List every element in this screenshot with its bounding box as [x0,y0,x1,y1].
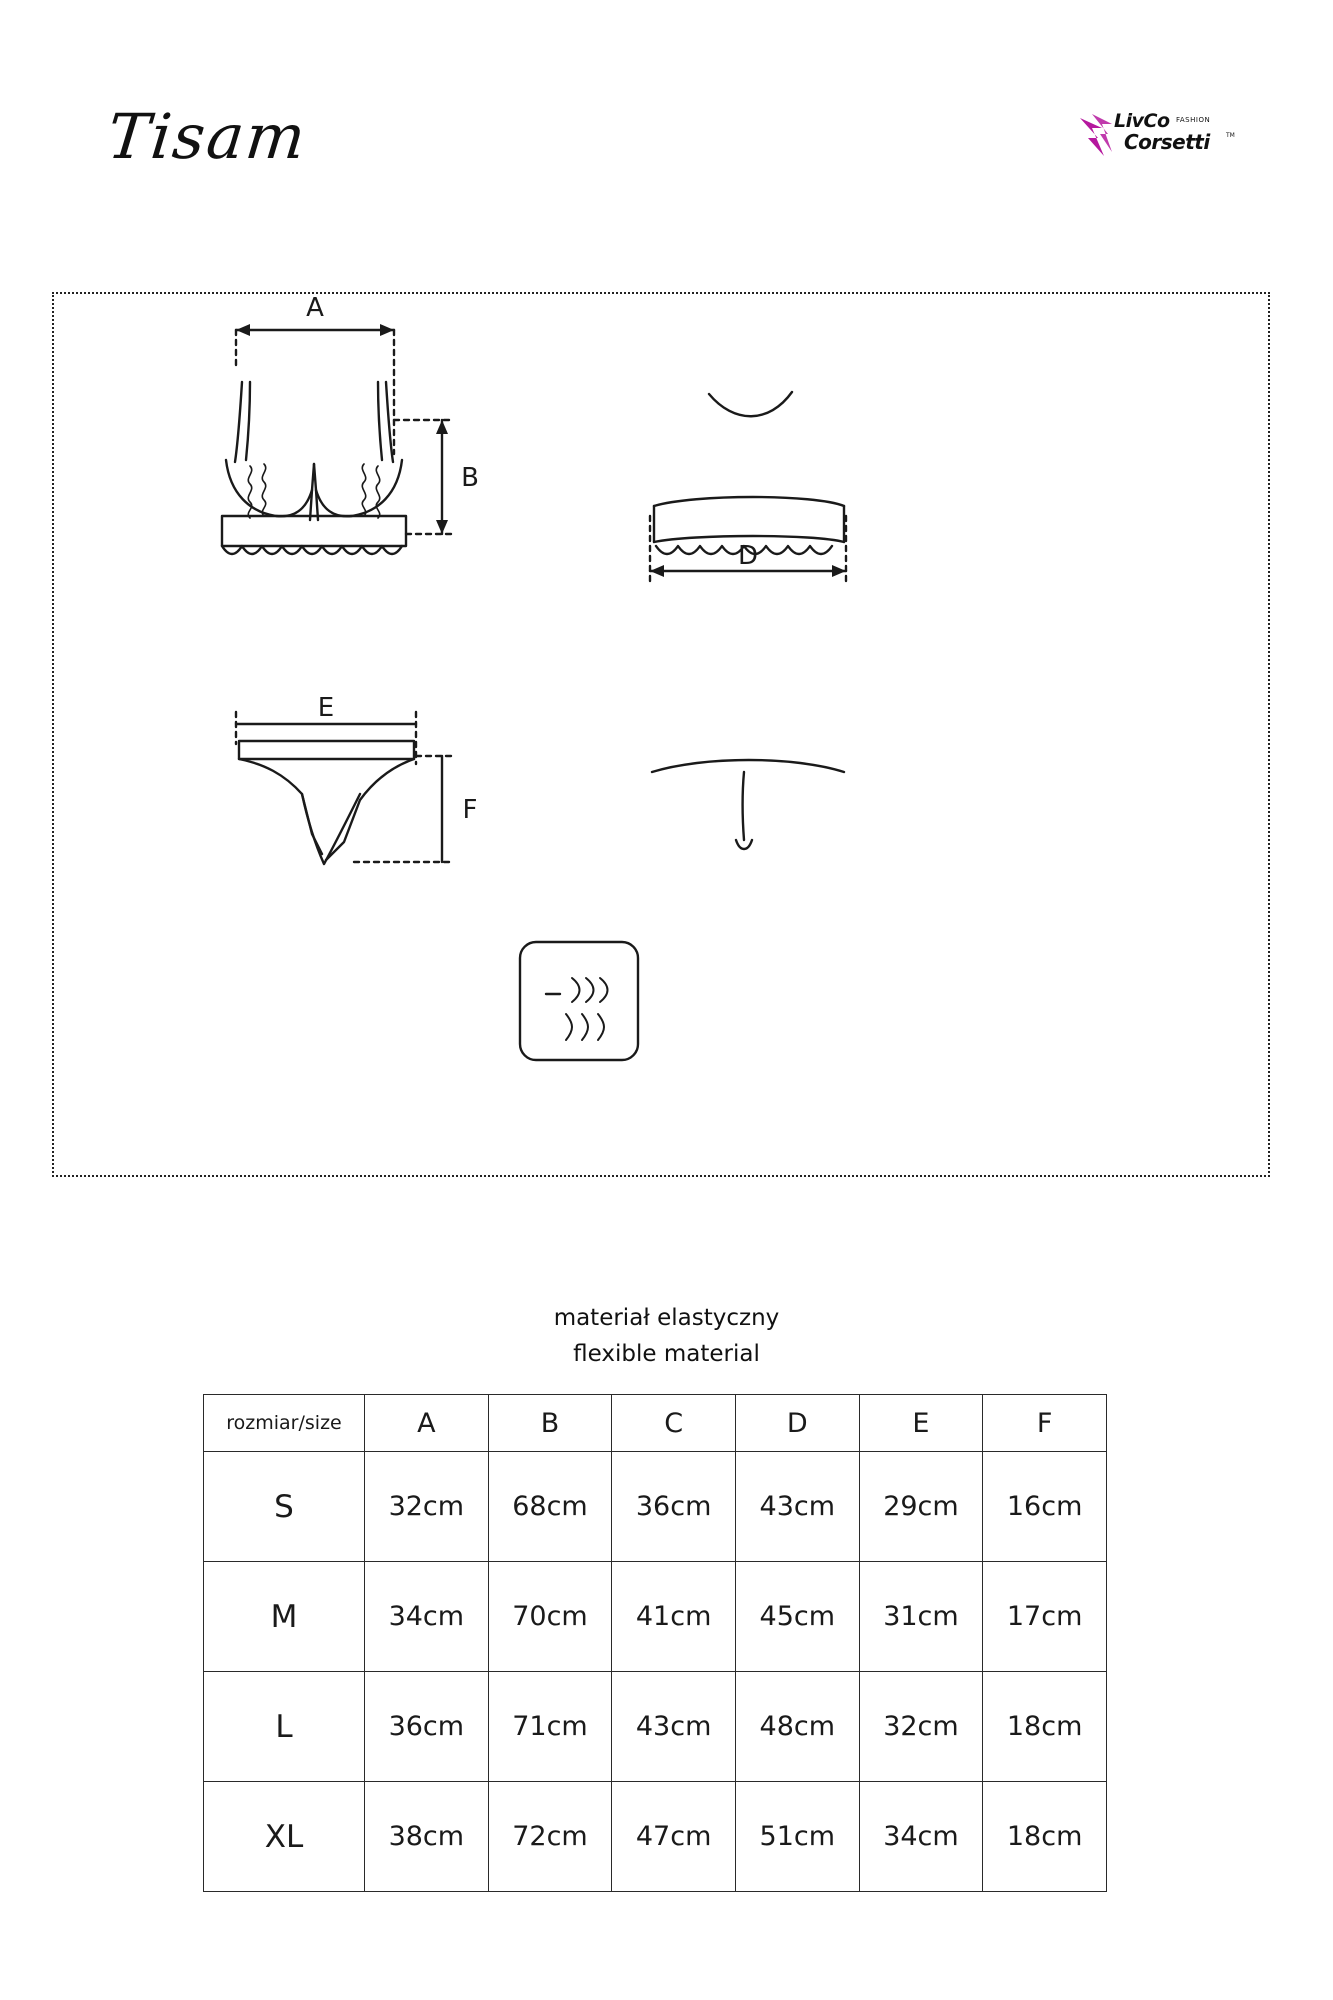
table-header-d: D [735,1395,859,1452]
garment-diagrams [54,294,1268,1175]
size-label: XL [204,1782,365,1892]
brand-trademark: TM [1226,132,1235,139]
caption-line-pl: materiał elastyczny [553,1305,780,1331]
cell-a: 36cm [365,1672,489,1782]
dimension-label-f: F [462,795,478,825]
cell-d: 45cm [735,1562,859,1672]
dimension-label-d: D [737,541,759,571]
cell-c: 41cm [612,1562,736,1672]
material-caption [0,1300,1333,1372]
diagram-panel [52,292,1270,1177]
dimension-label-a: A [306,294,324,323]
size-table [203,1394,1107,1892]
cell-b: 72cm [488,1782,612,1892]
cell-b: 71cm [488,1672,612,1782]
table-row [204,1562,1107,1672]
table-header-a: A [365,1395,489,1452]
cell-e: 29cm [859,1452,983,1562]
wing-icon [1078,112,1118,160]
table-header-f: F [983,1395,1107,1452]
cell-e: 32cm [859,1672,983,1782]
cell-f: 16cm [983,1452,1107,1562]
dimension-label-b: B [461,463,479,493]
brand-superscript: FASHION [1176,116,1211,124]
brand-logo [1078,108,1238,170]
table-header-c: C [612,1395,736,1452]
table-header-row [204,1395,1107,1452]
brand-name-corsetti: Corsetti [1124,130,1210,154]
table-row [204,1452,1107,1562]
cell-a: 32cm [365,1452,489,1562]
cell-b: 68cm [488,1452,612,1562]
size-label: S [204,1452,365,1562]
brand-name-livco: LivCo [1114,110,1170,132]
cell-e: 31cm [859,1562,983,1672]
cell-c: 47cm [612,1782,736,1892]
table-row [204,1672,1107,1782]
page-title: Tisam [104,100,311,173]
cell-f: 18cm [983,1782,1107,1892]
table-header-e: E [859,1395,983,1452]
table-header-b: B [488,1395,612,1452]
table-row [204,1782,1107,1892]
cell-d: 51cm [735,1782,859,1892]
cell-a: 34cm [365,1562,489,1672]
dimension-label-e: E [317,693,335,723]
cell-c: 43cm [612,1672,736,1782]
cell-d: 48cm [735,1672,859,1782]
cell-d: 43cm [735,1452,859,1562]
cell-b: 70cm [488,1562,612,1672]
cell-a: 38cm [365,1782,489,1892]
caption-line-en: flexible material [573,1341,760,1367]
size-label: L [204,1672,365,1782]
cell-e: 34cm [859,1782,983,1892]
cell-f: 17cm [983,1562,1107,1672]
size-label: M [204,1562,365,1672]
table-header-size: rozmiar/size [204,1395,365,1452]
cell-c: 36cm [612,1452,736,1562]
cell-f: 18cm [983,1672,1107,1782]
